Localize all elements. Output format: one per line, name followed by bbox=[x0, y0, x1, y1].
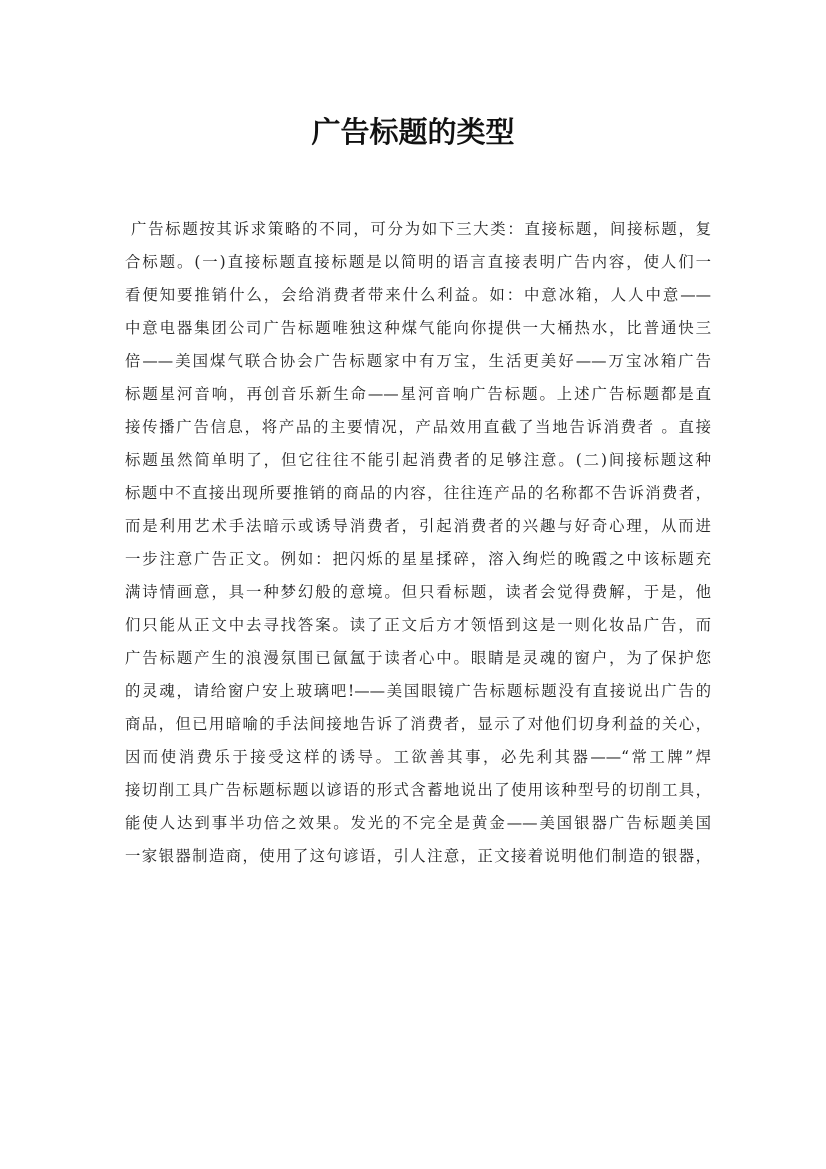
body-line: 中意电器集团公司广告标题唯独这种煤气能向你提供一大桶热水，比普通快三 bbox=[125, 319, 711, 337]
document-body bbox=[125, 213, 711, 873]
body-line: 满诗情画意，具一种梦幻般的意境。但只看标题，读者会觉得费解，于是，他 bbox=[125, 583, 711, 601]
body-line: 倍——美国煤气联合协会广告标题家中有万宝，生活更美好——万宝冰箱广告 bbox=[125, 352, 711, 370]
body-line: 的灵魂，请给窗户安上玻璃吧!——美国眼镜广告标题标题没有直接说出广告的 bbox=[125, 682, 711, 700]
body-line: 能使人达到事半功倍之效果。发光的不完全是黄金——美国银器广告标题美国 bbox=[125, 814, 711, 832]
body-line: 标题中不直接出现所要推销的商品的内容，往往连产品的名称都不告诉消费者， bbox=[125, 484, 711, 502]
body-line: 广告标题按其诉求策略的不同，可分为如下三大类：直接标题，间接标题，复 bbox=[131, 220, 711, 238]
body-line: 一家银器制造商，使用了这句谚语，引人注意，正文接着说明他们制造的银器， bbox=[125, 847, 711, 865]
body-line: 标题虽然简单明了，但它往往不能引起消费者的足够注意。(二)间接标题这种 bbox=[125, 451, 711, 469]
body-line: 标题星河音响，再创音乐新生命——星河音响广告标题。上述广告标题都是直 bbox=[125, 385, 711, 403]
body-line: 商品，但已用暗喻的手法间接地告诉了消费者，显示了对他们切身利益的关心， bbox=[125, 715, 711, 733]
body-line: 们只能从正文中去寻找答案。读了正文后方才领悟到这是一则化妆品广告，而 bbox=[125, 616, 711, 634]
body-line: 因而使消费乐于接受这样的诱导。工欲善其事，必先利其器——“常工牌”焊 bbox=[125, 748, 711, 766]
body-line: 接传播广告信息，将产品的主要情况，产品效用直截了当地告诉消费者 。直接 bbox=[125, 418, 711, 436]
body-line: 合标题。(一)直接标题直接标题是以简明的语言直接表明广告内容，使人们一 bbox=[125, 253, 711, 271]
document-title: 广告标题的类型 bbox=[311, 115, 515, 149]
body-line: 看便知要推销什么，会给消费者带来什么利益。如：中意冰箱，人人中意—— bbox=[125, 286, 711, 304]
body-line: 广告标题产生的浪漫氛围已氤氲于读者心中。眼睛是灵魂的窗户，为了保护您 bbox=[125, 649, 711, 667]
body-line: 一步注意广告正文。例如：把闪烁的星星揉碎，溶入绚烂的晚霞之中该标题充 bbox=[125, 550, 711, 568]
body-line: 而是利用艺术手法暗示或诱导消费者，引起消费者的兴趣与好奇心理，从而进 bbox=[125, 517, 711, 535]
body-line: 接切削工具广告标题标题以谚语的形式含蓄地说出了使用该种型号的切削工具， bbox=[125, 781, 711, 799]
